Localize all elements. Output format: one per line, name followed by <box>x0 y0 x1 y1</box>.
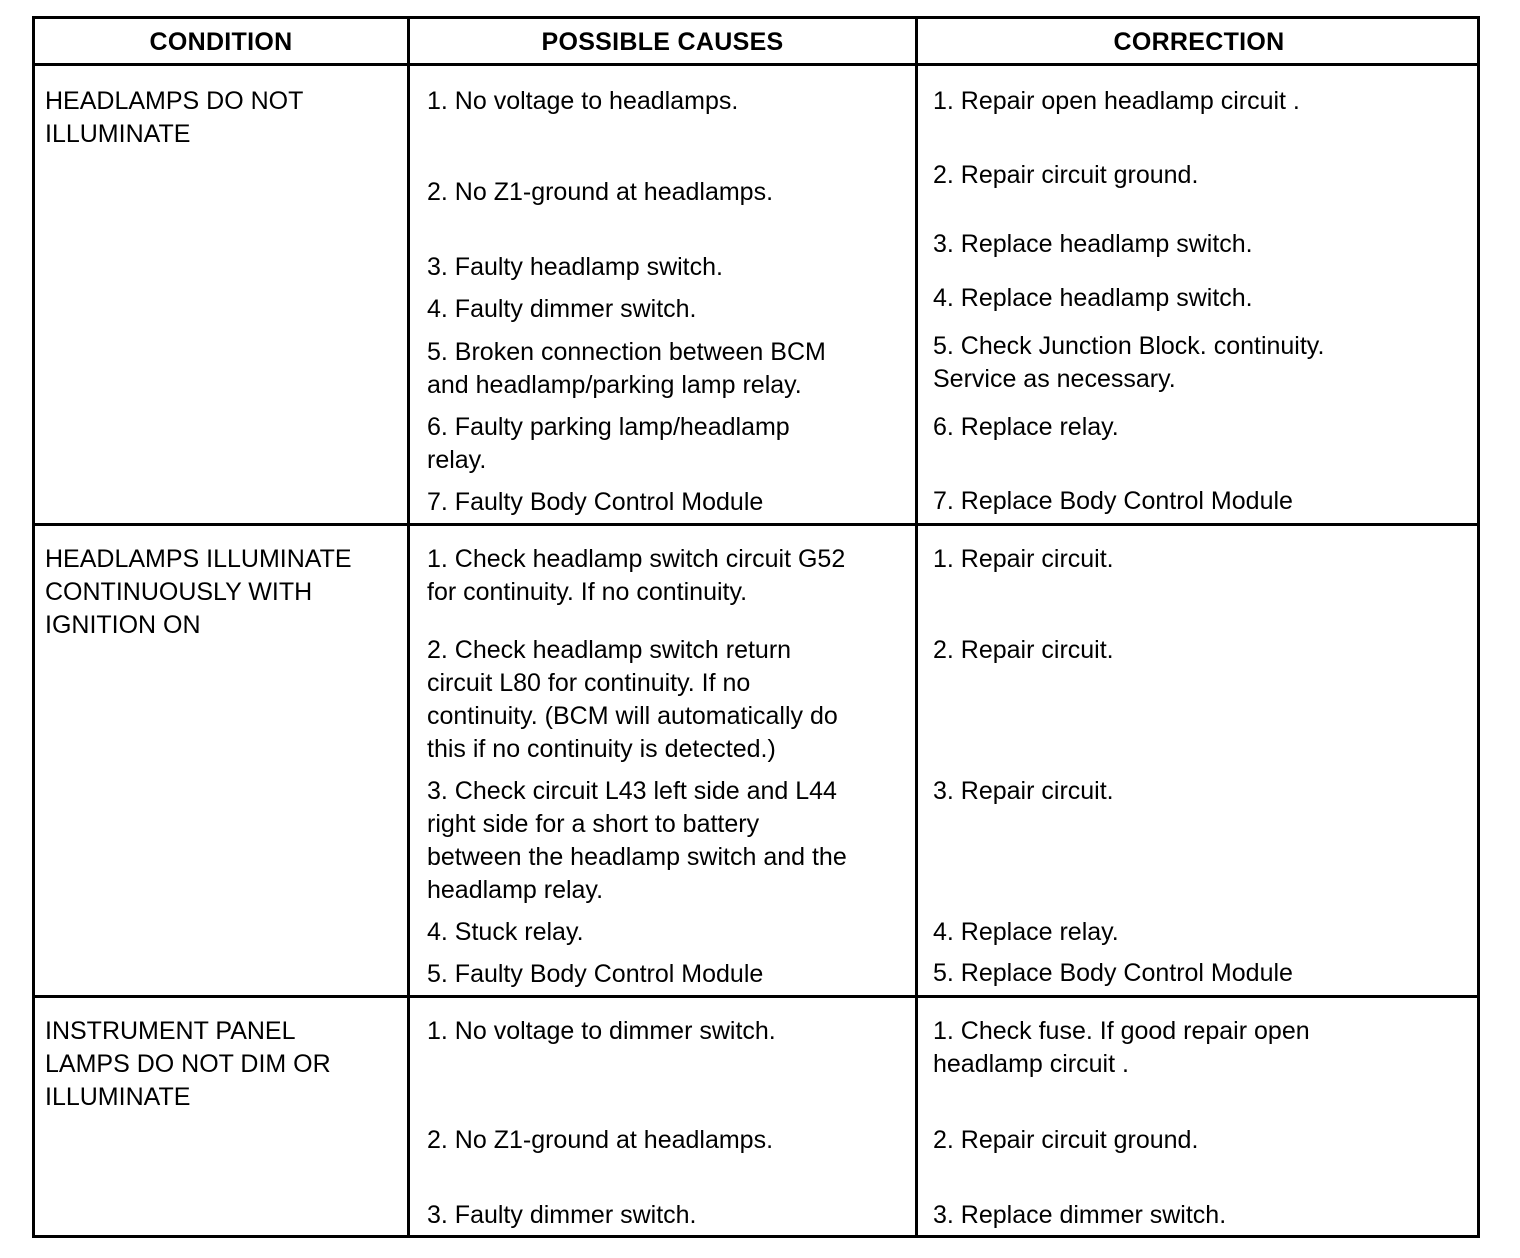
correction-line: 3. Repair circuit. <box>933 777 1114 805</box>
cause-item <box>427 543 845 609</box>
correction-item <box>933 282 1253 315</box>
cause-line: continuity. (BCM will automatically do <box>427 702 838 730</box>
correction-line: 1. Repair open headlamp circuit . <box>933 87 1300 115</box>
condition-cell <box>45 543 352 642</box>
condition-line: HEADLAMPS DO NOT <box>45 87 304 115</box>
correction-item <box>933 411 1119 444</box>
cause-item <box>427 251 723 284</box>
correction-line: 5. Replace Body Control Module <box>933 959 1293 987</box>
correction-item <box>933 85 1300 118</box>
condition-cell <box>45 85 303 151</box>
cause-item <box>427 958 763 991</box>
correction-item <box>933 957 1293 990</box>
header-correction: CORRECTION <box>1113 28 1285 56</box>
correction-line: Service as necessary. <box>933 365 1176 393</box>
correction-line: 4. Replace relay. <box>933 918 1119 946</box>
cause-item <box>427 176 773 209</box>
cause-line: 3. Faulty dimmer switch. <box>427 1201 697 1229</box>
cause-line: relay. <box>427 446 487 474</box>
cause-line: 3. Faulty headlamp switch. <box>427 253 723 281</box>
correction-line: 2. Repair circuit ground. <box>933 1126 1199 1154</box>
header-condition: CONDITION <box>149 28 293 56</box>
correction-item <box>933 916 1119 949</box>
cause-item <box>427 336 826 402</box>
cause-item <box>427 85 738 118</box>
cause-line: right side for a short to battery <box>427 810 760 838</box>
correction-line: 3. Replace headlamp switch. <box>933 230 1253 258</box>
correction-item <box>933 775 1114 808</box>
condition-line: INSTRUMENT PANEL <box>45 1017 296 1045</box>
correction-line: 6. Replace relay. <box>933 413 1119 441</box>
correction-line: 1. Check fuse. If good repair open <box>933 1017 1310 1045</box>
row-divider <box>35 995 1477 998</box>
cause-line: 6. Faulty parking lamp/headlamp <box>427 413 790 441</box>
cause-line: 2. No Z1-ground at headlamps. <box>427 1126 774 1154</box>
cause-line: 1. Check headlamp switch circuit G52 <box>427 545 846 573</box>
cause-line: 1. No voltage to headlamps. <box>427 87 739 115</box>
correction-line: 3. Replace dimmer switch. <box>933 1201 1227 1229</box>
correction-item <box>933 1199 1226 1232</box>
correction-line: 7. Replace Body Control Module <box>933 487 1293 515</box>
correction-item <box>933 543 1114 576</box>
condition-line: CONTINUOUSLY WITH <box>45 578 313 606</box>
cause-line: 2. Check headlamp switch return <box>427 636 792 664</box>
cause-item <box>427 634 838 766</box>
correction-item <box>933 1015 1310 1081</box>
correction-line: 5. Check Junction Block. continuity. <box>933 332 1325 360</box>
cause-line: headlamp relay. <box>427 876 604 904</box>
cause-line: and headlamp/parking lamp relay. <box>427 371 802 399</box>
cause-line: between the headlamp switch and the <box>427 843 847 871</box>
cause-line: this if no continuity is detected.) <box>427 735 776 763</box>
cause-item <box>427 486 763 519</box>
cause-line: 3. Check circuit L43 left side and L44 <box>427 777 837 805</box>
cause-item <box>427 916 584 949</box>
correction-item <box>933 634 1114 667</box>
correction-item <box>933 485 1293 518</box>
condition-line: IGNITION ON <box>45 611 201 639</box>
correction-line: 2. Repair circuit ground. <box>933 161 1199 189</box>
correction-line: 1. Repair circuit. <box>933 545 1114 573</box>
cause-line: for continuity. If no continuity. <box>427 578 748 606</box>
cause-line: 1. No voltage to dimmer switch. <box>427 1017 776 1045</box>
cause-item <box>427 1199 697 1232</box>
correction-line: headlamp circuit . <box>933 1050 1129 1078</box>
correction-line: 2. Repair circuit. <box>933 636 1114 664</box>
cause-line: 7. Faulty Body Control Module <box>427 488 764 516</box>
correction-item <box>933 228 1253 261</box>
correction-item <box>933 330 1324 396</box>
correction-line: 4. Replace headlamp switch. <box>933 284 1253 312</box>
cause-line: circuit L80 for continuity. If no <box>427 669 751 697</box>
condition-line: HEADLAMPS ILLUMINATE <box>45 545 352 573</box>
cause-line: 5. Faulty Body Control Module <box>427 960 764 988</box>
condition-cell <box>45 1015 331 1114</box>
row-divider <box>35 523 1477 526</box>
cause-item <box>427 411 790 477</box>
cause-item <box>427 1015 776 1048</box>
cause-item <box>427 775 847 907</box>
column-divider <box>915 19 918 1235</box>
cause-line: 2. No Z1-ground at headlamps. <box>427 178 774 206</box>
cause-line: 4. Stuck relay. <box>427 918 584 946</box>
column-divider <box>407 19 410 1235</box>
cause-line: 5. Broken connection between BCM <box>427 338 826 366</box>
correction-item <box>933 1124 1198 1157</box>
diagnosis-table <box>32 16 1480 1238</box>
cause-item <box>427 1124 773 1157</box>
cause-line: 4. Faulty dimmer switch. <box>427 295 697 323</box>
cause-item <box>427 293 697 326</box>
header-possible-causes: POSSIBLE CAUSES <box>541 28 784 56</box>
correction-item <box>933 159 1198 192</box>
condition-line: LAMPS DO NOT DIM OR <box>45 1050 331 1078</box>
condition-line: ILLUMINATE <box>45 120 191 148</box>
condition-line: ILLUMINATE <box>45 1083 191 1111</box>
